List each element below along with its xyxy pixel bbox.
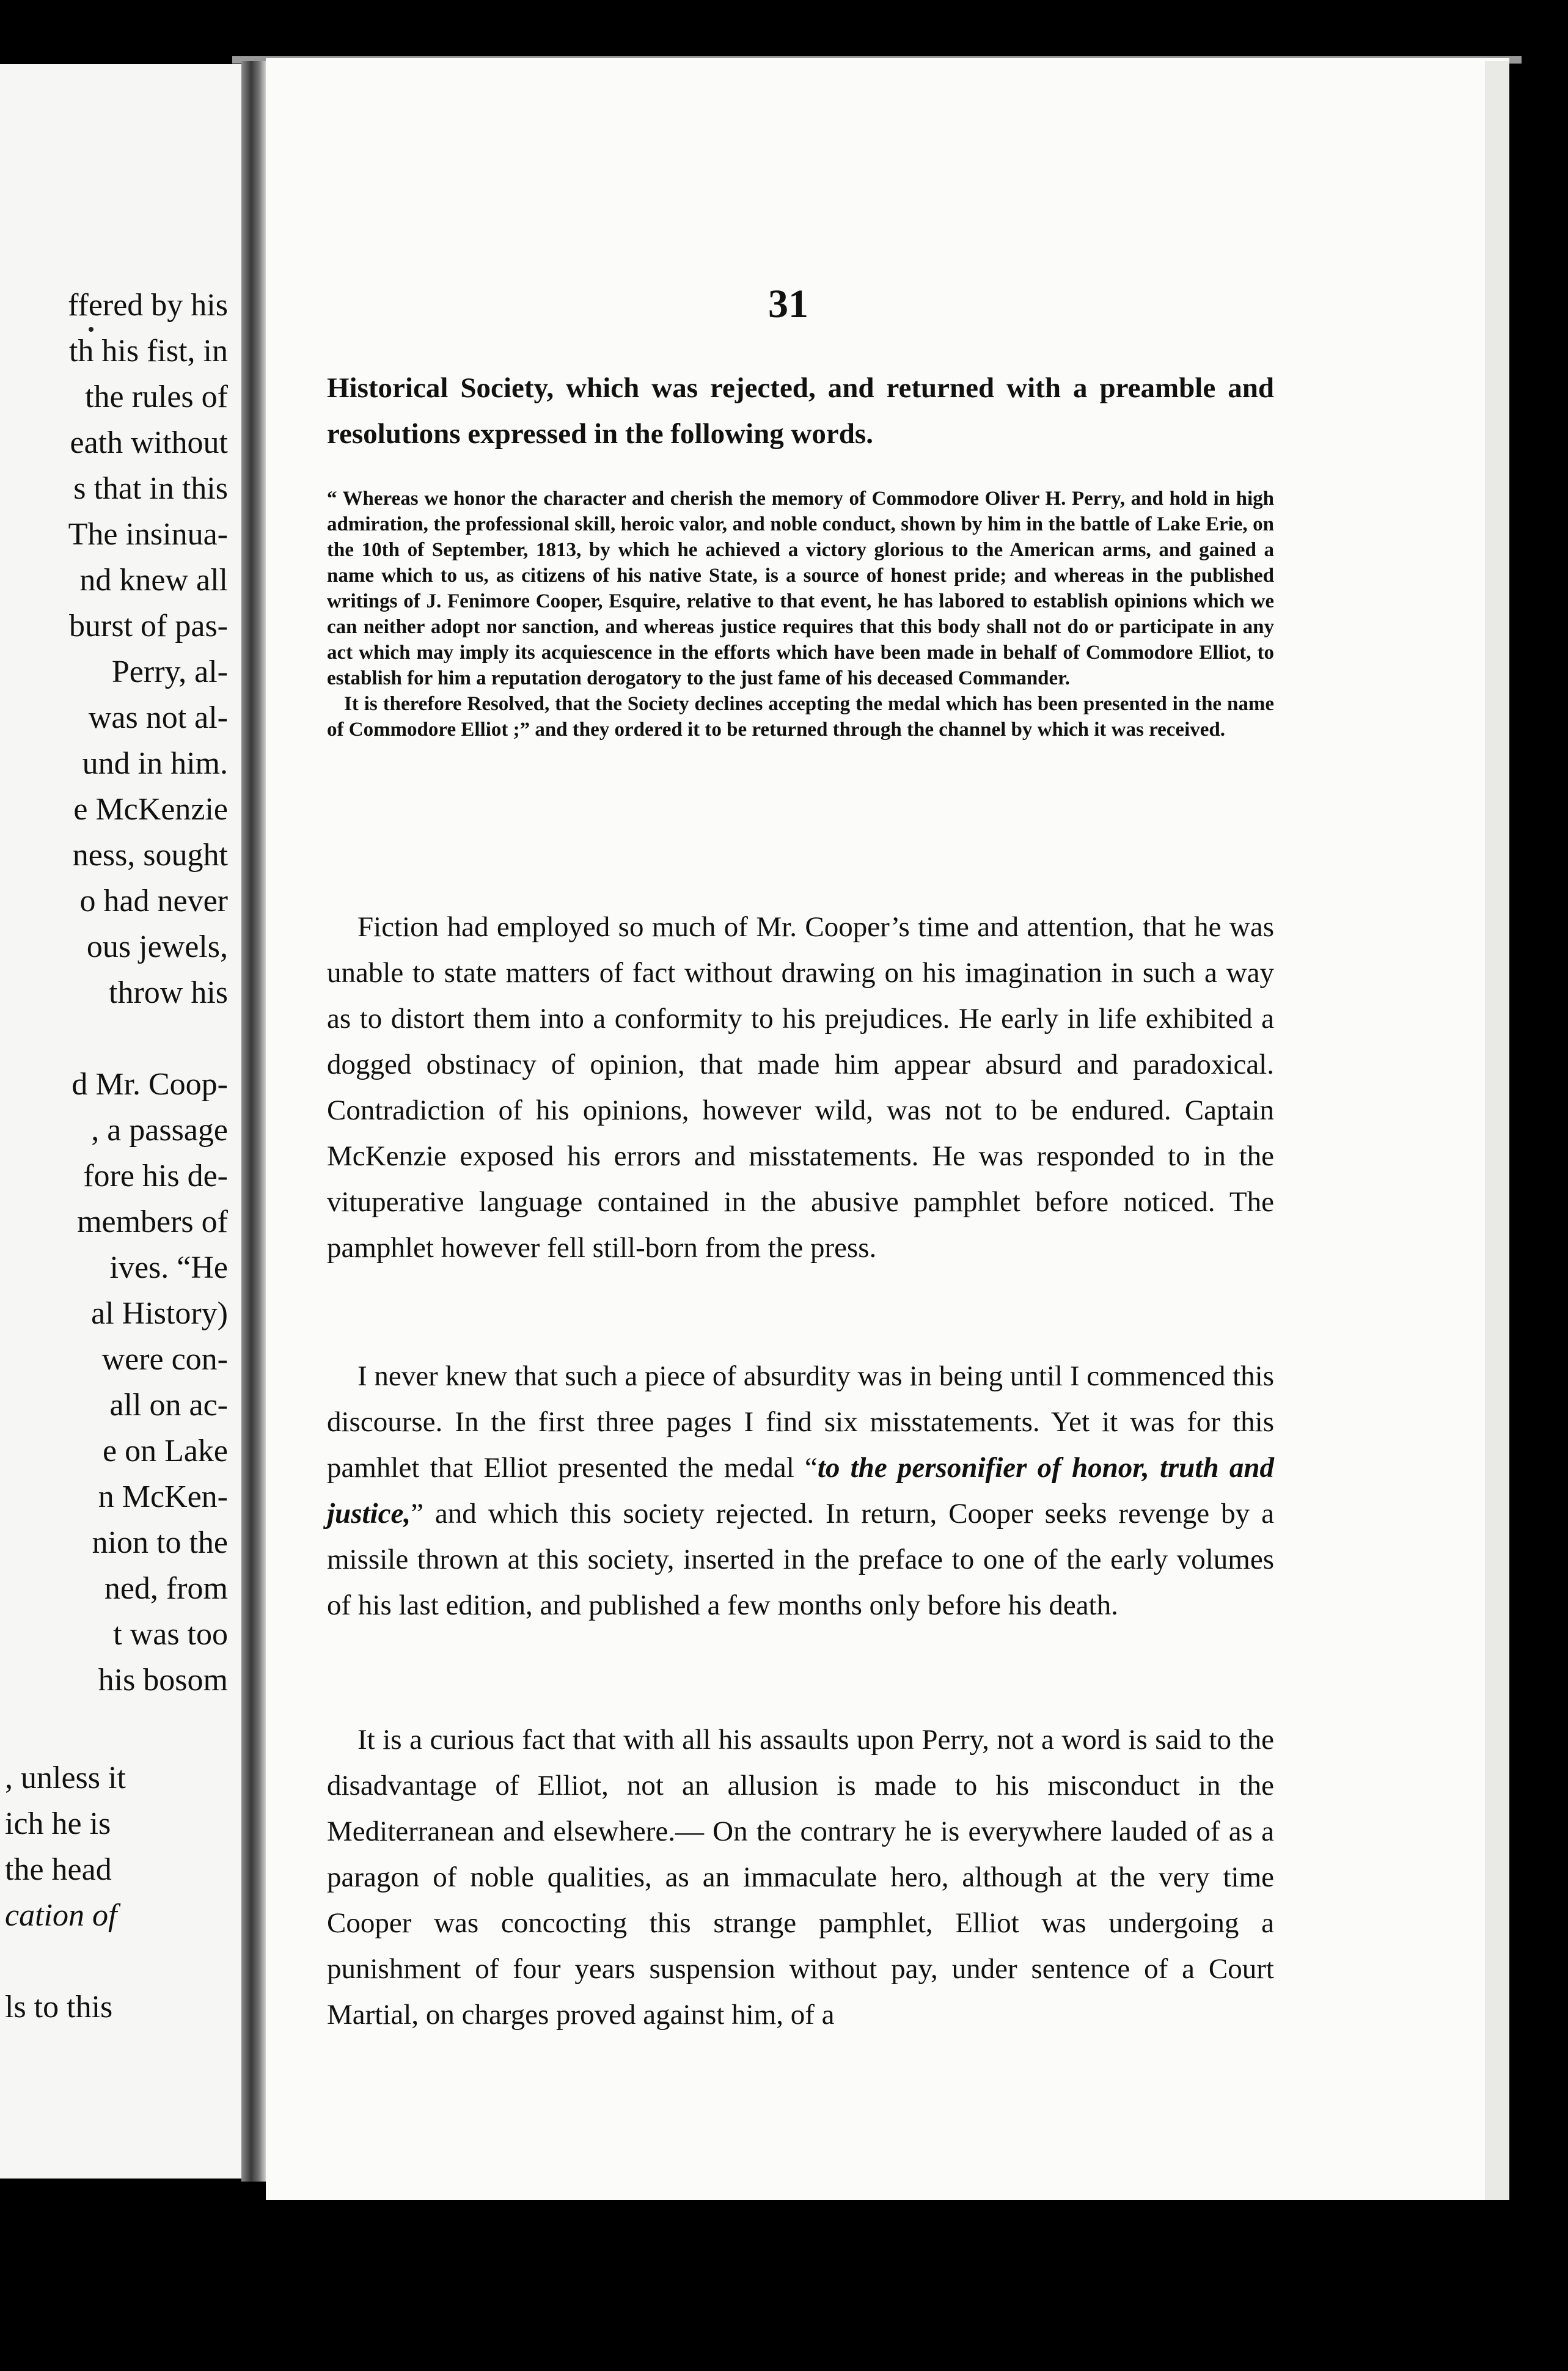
previous-page-line: ls to this [5,1990,113,2025]
previous-page-line: Perry, al- [111,654,228,689]
intro-paragraph: Historical Society, which was rejected, and returned with a preamble and resolutions expressed in the following words. [327,372,1274,450]
previous-page-line: members of [77,1204,228,1239]
previous-page-line: cation of [5,1898,117,1933]
previous-page-line: , a passage [91,1113,228,1148]
previous-page-line: the rules of [85,379,228,414]
previous-page-line: the head [5,1852,112,1887]
previous-page-line: , unless it [5,1761,126,1795]
previous-page-line: n McKen- [98,1479,228,1514]
paragraph-elliot: It is a curious fact that with all his assaults upon Perry, not a word is said to the disadvantage of Elliot, not an allusion is made to his misconduct in the Mediterranean and elsewhere.— On the contrary he is everywhere lauded of as a paragon of noble qualities, as an immaculate hero, although at the very time Cooper was concocting this strange pamphlet, Elliot was undergoing a punishment of four years suspension without pay, under sentence of a Court Martial, on charges proved against him, of a [327,1724,1274,2031]
resolution-quote [327,486,1274,742]
previous-page-line: ous jewels, [86,929,228,964]
previous-page-line: ives. “He [109,1250,228,1285]
paragraph-medal-end: ” and which this society rejected. In return, Cooper seeks revenge by a missile thrown at this society, inserted in the preface to one of the early volumes of his last edition, and published a few months only before his death. [327,1498,1274,1621]
previous-page-line: The insinua- [68,517,228,552]
previous-page-line: were con- [101,1342,228,1377]
previous-page-line: d Mr. Coop- [71,1067,228,1102]
book-gutter [241,61,266,2182]
previous-page-line: was not al- [88,700,228,735]
previous-page-line: al History) [91,1296,228,1331]
paragraph-medal [327,1354,1274,1629]
page-number: 31 [768,282,808,326]
previous-page-line: s that in this [73,471,228,506]
previous-page-line: throw his [109,975,228,1010]
previous-page-line: burst of pas- [69,609,228,643]
ink-speck [89,327,93,332]
previous-page-line: t was too [113,1617,228,1652]
previous-page-line: fore his de- [83,1159,228,1193]
paragraph-medal-start: I never knew that such a piece of absurdity was in being until I commenced this discourse. In the first three pages I find six misstatements. Yet it was for this pamhlet that Elliot presented the medal “ [327,1360,1274,1484]
previous-page-line: ned, from [104,1571,228,1606]
paragraph-cooper-fiction: Fiction had employed so much of Mr. Cooper’s time and attention, that he was unable to state matters of fact without drawing on his imagination in such a way as to distort them into a conformity to his prejudices. He early in life exhibited a dogged obstinacy of opinion, that made him appear absurd and paradoxical. Contradiction of his opinions, however wild, was not to be endured. Captain McKenzie exposed his errors and misstatements. He was responded to in the vituperative language contained in the abusive pamphlet before noticed. The pamphlet however fell still-born from the press. [327,911,1274,1264]
previous-page-line: nion to the [92,1525,228,1560]
previous-page-line: ich he is [5,1806,111,1841]
previous-page-line: und in him. [82,746,228,781]
previous-page-line: his bosom [98,1663,228,1698]
previous-page-line: eath without [70,425,228,460]
previous-page-line: nd knew all [79,563,228,598]
previous-page-line: ness, sought [72,838,228,873]
page-edge [1485,61,1509,2200]
previous-page-line: e McKenzie [73,792,228,827]
medal-inscription: to the personifier of honor, truth and justice, [327,1452,1274,1530]
previous-page-fragment [0,64,241,2179]
previous-page-line: all on ac- [109,1388,228,1423]
previous-page-line: o had never [79,884,228,918]
quote-resolution: It is therefore Resolved, that the Society declines accepting the medal which has been presented in the name of Commodore Elliot ;” and they ordered it to be returned through the channel by which it was received. [327,693,1274,741]
quote-preamble: “ Whereas we honor the character and cherish the memory of Commodore Oliver H. Perry, and hold in high admiration, the professional skill, heroic valor, and noble conduct, shown by him in the battle of Lake Erie, on the 10th of September, 1813, by which he achieved a victory glorious to the American arms, and gained a name which to us, as citizens of his native State, is a source of honest pride; and whereas in the published writings of J. Fenimore Cooper, Esquire, relative to that event, he has labored to establish opinions which we can neither adopt nor sanction, and whereas justice requires that this body shall not do or participate in any act which may imply its acquiescence in the efforts which have been made in behalf of Commodore Elliot, to establish for him a reputation derogatory to the just fame of his deceased Commander. [327,488,1274,689]
previous-page-line: ffered by his [68,288,228,323]
previous-page-line: th his fist, in [68,334,228,368]
previous-page-line: e on Lake [102,1434,228,1468]
